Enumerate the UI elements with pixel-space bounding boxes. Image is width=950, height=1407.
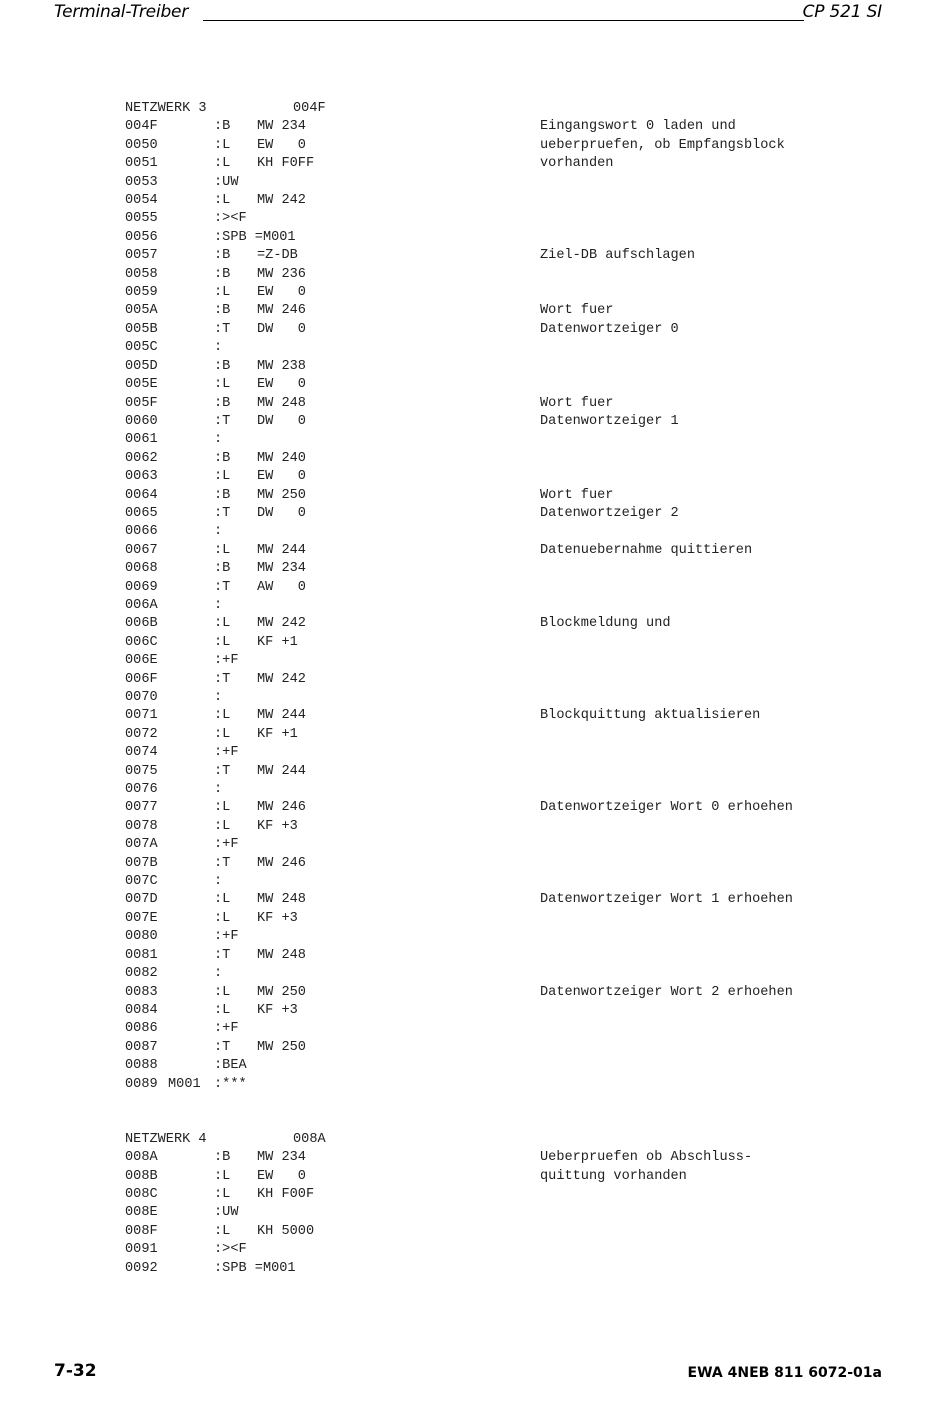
code-line (125, 1204, 845, 1222)
line-address: 004F (125, 119, 158, 135)
line-operation: 004F (293, 101, 326, 116)
code-line (125, 192, 845, 210)
line-operation: :L (214, 708, 231, 724)
line-address: 0070 (125, 690, 158, 705)
line-address: 0059 (125, 285, 158, 301)
line-address: 0054 (125, 193, 158, 209)
line-operation: :T (214, 855, 231, 871)
line-operand: KF +1 (257, 634, 298, 650)
line-operand: EW 0 (257, 377, 306, 393)
line-operation: :L (214, 1002, 231, 1018)
code-line (125, 395, 845, 413)
line-operation: :L (214, 634, 231, 650)
line-operation: : (214, 340, 223, 356)
line-address: 0091 (125, 1242, 158, 1258)
line-address: 006B (125, 616, 158, 632)
line-operation: 008A (293, 1131, 326, 1147)
line-address: 0057 (125, 248, 158, 264)
line-address: 0050 (125, 137, 158, 153)
line-address: 005C (125, 340, 158, 356)
line-operation: :T (214, 579, 231, 595)
line-address: 008A (125, 1150, 158, 1166)
line-operand: EW 0 (257, 469, 306, 485)
line-operand: MW 234 (257, 561, 306, 577)
line-address: 0063 (125, 469, 158, 485)
code-line (125, 505, 845, 523)
line-operation: :L (214, 1186, 231, 1202)
code-line (125, 1223, 845, 1241)
line-operation: : (214, 524, 223, 540)
code-line (125, 726, 845, 744)
line-operation: :T (214, 763, 231, 779)
line-operation: :L (214, 1168, 231, 1184)
line-operation: :+F (214, 1021, 239, 1037)
header-title: Terminal-Treiber (54, 2, 189, 22)
line-operation: :+F (214, 745, 239, 761)
line-operand: KH 5000 (257, 1223, 315, 1239)
line-operand: MW 242 (257, 616, 306, 632)
line-comment: Blockquittung aktualisieren (540, 708, 761, 724)
line-operation: :L (214, 469, 231, 485)
line-operation: :B (214, 303, 231, 319)
line-address: 0082 (125, 966, 158, 982)
code-line (125, 339, 845, 357)
line-operation: :*** (214, 1076, 247, 1092)
line-address: 0055 (125, 211, 158, 227)
line-operand: MW 244 (257, 542, 306, 558)
line-operation: :L (214, 984, 231, 1000)
code-line (125, 302, 845, 320)
line-address: 0076 (125, 782, 158, 798)
line-address: 005A (125, 303, 158, 319)
line-address: 0081 (125, 947, 158, 963)
line-operation: : (214, 690, 223, 705)
line-operation: :T (214, 1039, 231, 1055)
network-heading (125, 1131, 845, 1149)
line-address: 006A (125, 597, 158, 613)
line-operation: :L (214, 800, 231, 816)
line-operation: :B (214, 119, 231, 135)
code-line (125, 1241, 845, 1259)
code-line (125, 560, 845, 578)
line-address: 0092 (125, 1260, 158, 1276)
line-operand: MW 250 (257, 984, 306, 1000)
line-operand: MW 244 (257, 708, 306, 724)
line-address: 0053 (125, 174, 158, 190)
code-line (125, 137, 845, 155)
line-address: 0089 (125, 1076, 158, 1092)
line-operation: :UW (214, 174, 239, 190)
line-operation: :L (214, 377, 231, 393)
line-operation: :B (214, 358, 231, 374)
line-address: 0062 (125, 450, 158, 466)
code-line (125, 928, 845, 946)
line-operand: MW 238 (257, 358, 306, 374)
line-operand: MW 234 (257, 119, 306, 135)
code-line (125, 413, 845, 431)
line-operation: :UW (214, 1205, 239, 1221)
line-operation: :+F (214, 837, 239, 853)
document-id: EWA 4NEB 811 6072-01a (687, 1365, 882, 1381)
line-comment: Ziel-DB aufschlagen (540, 248, 695, 264)
network-heading (125, 100, 845, 118)
line-operation: :T (214, 321, 231, 337)
line-address: 0072 (125, 726, 158, 742)
line-comment: Datenwortzeiger 2 (540, 505, 679, 521)
line-operation: :L (214, 910, 231, 926)
line-operation: :+F (214, 929, 239, 945)
line-address: 0060 (125, 413, 158, 429)
line-operation: :B (214, 1150, 231, 1166)
line-operand: DW 0 (257, 321, 306, 337)
line-comment: Wort fuer (540, 395, 614, 411)
code-line (125, 542, 845, 560)
line-address: 005F (125, 395, 158, 411)
line-operand: MW 250 (257, 1039, 306, 1055)
line-operand: MW 250 (257, 487, 306, 503)
line-address: 0069 (125, 579, 158, 595)
line-operand: DW 0 (257, 505, 306, 521)
line-address: 0051 (125, 156, 158, 172)
line-operand: EW 0 (257, 285, 306, 301)
line-operation: :L (214, 818, 231, 834)
line-operand: KH F0FF (257, 156, 315, 172)
code-line (125, 1186, 845, 1204)
line-operand: MW 244 (257, 763, 306, 779)
code-line (125, 947, 845, 965)
line-address: 0078 (125, 818, 158, 834)
code-line (125, 818, 845, 836)
line-comment: Datenwortzeiger Wort 2 erhoehen (540, 984, 793, 1000)
code-line (125, 266, 845, 284)
line-operation: :B (214, 266, 231, 282)
code-line (125, 855, 845, 873)
code-line (125, 247, 845, 265)
line-address: 0064 (125, 487, 158, 503)
code-line (125, 174, 845, 192)
code-line (125, 1039, 845, 1057)
line-operand: MW 248 (257, 395, 306, 411)
line-operation: :T (214, 505, 231, 521)
line-operation: :L (214, 726, 231, 742)
line-operand: KH F00F (257, 1186, 315, 1202)
code-line (125, 799, 845, 817)
code-line (125, 468, 845, 486)
line-operation: :+F (214, 653, 239, 669)
line-address: 0056 (125, 229, 158, 245)
line-comment: Datenwortzeiger Wort 0 erhoehen (540, 800, 793, 816)
line-comment: Wort fuer (540, 303, 614, 319)
line-operation: :L (214, 1223, 231, 1239)
line-address: 007A (125, 837, 158, 853)
line-address: 007B (125, 855, 158, 871)
line-operand: MW 236 (257, 266, 306, 282)
code-line (125, 965, 845, 983)
line-address: 006C (125, 634, 158, 650)
line-address: 0067 (125, 542, 158, 558)
line-address: 005D (125, 358, 158, 374)
line-comment: Datenwortzeiger 0 (540, 321, 679, 337)
code-line (125, 744, 845, 762)
code-line (125, 450, 845, 468)
line-operation: :B (214, 561, 231, 577)
line-operand: MW 248 (257, 947, 306, 963)
code-line (125, 634, 845, 652)
code-line (125, 523, 845, 541)
line-operation: :T (214, 413, 231, 429)
blank-line (125, 1094, 845, 1112)
line-operation: :L (214, 156, 231, 172)
code-line (125, 321, 845, 339)
line-address: 0083 (125, 984, 158, 1000)
code-line (125, 1149, 845, 1167)
line-address: 006E (125, 653, 158, 669)
line-address: 007E (125, 910, 158, 926)
line-operand: MW 234 (257, 1150, 306, 1166)
line-operation: : (214, 874, 223, 890)
code-line (125, 376, 845, 394)
line-address: 0084 (125, 1002, 158, 1018)
code-line (125, 910, 845, 928)
line-operation: : (214, 597, 223, 613)
code-line (125, 615, 845, 633)
line-address: 008B (125, 1168, 158, 1184)
line-operand: AW 0 (257, 579, 306, 595)
line-address: NETZWERK 4 (125, 1131, 207, 1147)
line-address: 0074 (125, 745, 158, 761)
code-line (125, 984, 845, 1002)
line-address: 0071 (125, 708, 158, 724)
code-line (125, 358, 845, 376)
code-line (125, 836, 845, 854)
line-operation: :BEA (214, 1058, 247, 1074)
code-line (125, 210, 845, 228)
line-address: 0065 (125, 505, 158, 521)
line-address: 0066 (125, 524, 158, 540)
line-address: 007C (125, 874, 158, 890)
code-line (125, 891, 845, 909)
line-operand: EW 0 (257, 1168, 306, 1184)
code-line (125, 1260, 845, 1278)
code-line (125, 1057, 845, 1075)
line-address: 0080 (125, 929, 158, 945)
line-operand: KF +1 (257, 726, 298, 742)
line-address: 0086 (125, 1021, 158, 1037)
page-header (54, 0, 882, 30)
line-address: 007D (125, 892, 158, 908)
line-operation: :B (214, 248, 231, 264)
line-comment: quittung vorhanden (540, 1168, 687, 1184)
line-operation: :L (214, 193, 231, 209)
line-operand: =Z-DB (257, 248, 298, 264)
line-comment: Datenuebernahme quittieren (540, 542, 753, 558)
code-line (125, 229, 845, 247)
code-line (125, 487, 845, 505)
line-address: 0087 (125, 1039, 158, 1055)
code-line (125, 707, 845, 725)
code-line (125, 652, 845, 670)
line-operation: :SPB =M001 (214, 1260, 296, 1276)
line-comment: Wort fuer (540, 487, 614, 503)
line-operation: :T (214, 947, 231, 963)
line-operation: :B (214, 450, 231, 466)
line-operand: MW 242 (257, 671, 306, 687)
line-comment: Ueberpruefen ob Abschluss- (540, 1150, 753, 1166)
line-address: 008F (125, 1223, 158, 1239)
header-rule (203, 20, 804, 21)
line-operation: :B (214, 487, 231, 503)
code-line (125, 671, 845, 689)
line-address: 0061 (125, 432, 158, 448)
line-address: 0068 (125, 561, 158, 577)
line-operation: :L (214, 137, 231, 153)
code-line (125, 1002, 845, 1020)
line-comment: Blockmeldung und (540, 616, 671, 632)
code-line (125, 155, 845, 173)
line-comment: vorhanden (540, 156, 614, 172)
line-address: 006F (125, 671, 158, 687)
code-line (125, 1168, 845, 1186)
line-operand: KF +3 (257, 818, 298, 834)
line-operation: :B (214, 395, 231, 411)
line-operand: MW 248 (257, 892, 306, 908)
code-line (125, 118, 845, 136)
code-line (125, 597, 845, 615)
code-line (125, 781, 845, 799)
line-address: 0077 (125, 800, 158, 816)
blank-line (125, 1112, 845, 1130)
line-operation: :T (214, 671, 231, 687)
line-operand: KF +3 (257, 1002, 298, 1018)
code-line (125, 1076, 845, 1094)
code-listing (125, 100, 845, 1278)
line-operand: DW 0 (257, 413, 306, 429)
line-comment: ueberpruefen, ob Empfangsblock (540, 137, 785, 153)
line-operation: :L (214, 285, 231, 301)
line-label: M001 (168, 1076, 201, 1092)
code-line (125, 873, 845, 891)
line-operand: MW 246 (257, 855, 306, 871)
code-line (125, 689, 845, 707)
line-comment: Datenwortzeiger 1 (540, 413, 679, 429)
code-line (125, 431, 845, 449)
code-line (125, 763, 845, 781)
line-operand: MW 240 (257, 450, 306, 466)
line-address: 008C (125, 1186, 158, 1202)
code-line (125, 1020, 845, 1038)
line-operation: :L (214, 616, 231, 632)
line-operand: MW 246 (257, 303, 306, 319)
line-operation: :L (214, 542, 231, 558)
line-operation: :><F (214, 211, 247, 227)
code-line (125, 579, 845, 597)
line-operation: : (214, 432, 223, 448)
line-operand: KF +3 (257, 910, 298, 926)
page-number: 7-32 (54, 1361, 97, 1381)
line-operation: :SPB =M001 (214, 229, 296, 245)
code-line (125, 284, 845, 302)
line-address: 008E (125, 1205, 158, 1221)
line-address: 0088 (125, 1058, 158, 1074)
line-address: NETZWERK 3 (125, 101, 207, 116)
line-operand: EW 0 (257, 137, 306, 153)
line-operation: :><F (214, 1242, 247, 1258)
line-operand: MW 242 (257, 193, 306, 209)
line-comment: Datenwortzeiger Wort 1 erhoehen (540, 892, 793, 908)
line-operation: : (214, 782, 223, 798)
line-operation: :L (214, 892, 231, 908)
line-operation: : (214, 966, 223, 982)
line-address: 0075 (125, 763, 158, 779)
line-comment: Eingangswort 0 laden und (540, 119, 736, 135)
line-operand: MW 246 (257, 800, 306, 816)
header-product: CP 521 SI (802, 2, 882, 22)
line-address: 005B (125, 321, 158, 337)
line-address: 005E (125, 377, 158, 393)
line-address: 0058 (125, 266, 158, 282)
